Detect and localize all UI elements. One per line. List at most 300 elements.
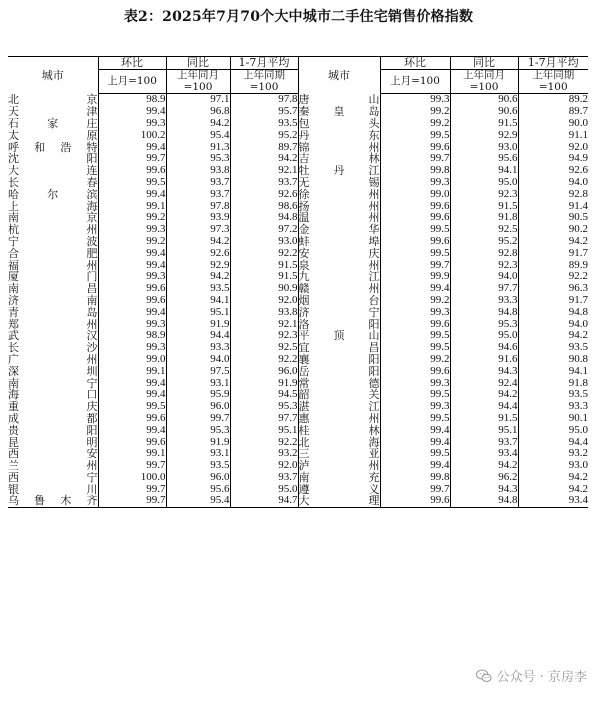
left-yoy-value: 97.5 — [166, 366, 230, 378]
table-row — [8, 248, 588, 260]
mom-subheader-right: 上月=100 — [380, 69, 450, 94]
right-avg-value: 91.7 — [518, 295, 588, 307]
right-city-name: 大 理 — [298, 494, 380, 508]
right-avg-value: 94.2 — [518, 484, 588, 496]
right-avg-value: 90.0 — [518, 118, 588, 130]
left-yoy-value: 96.8 — [166, 106, 230, 118]
right-city-name: 丹 东 — [298, 128, 380, 142]
right-city-name: 襄 阳 — [298, 352, 380, 366]
left-mom-value: 99.6 — [98, 413, 166, 425]
right-avg-value: 89.2 — [518, 94, 588, 106]
right-mom-value: 99.5 — [380, 130, 450, 142]
left-city-name: 成 都 — [8, 411, 98, 425]
left-yoy-value: 91.9 — [166, 319, 230, 331]
left-yoy-value: 93.3 — [166, 342, 230, 354]
right-city-name: 北 海 — [298, 435, 380, 449]
right-city-name: 泸 州 — [298, 459, 380, 473]
left-mom-value: 99.4 — [98, 378, 166, 390]
left-city-name: 杭 州 — [8, 223, 98, 237]
right-avg-value: 90.5 — [518, 212, 588, 224]
left-avg-value: 91.9 — [230, 378, 298, 390]
left-mom-value: 99.4 — [98, 106, 166, 118]
left-yoy-value: 94.0 — [166, 354, 230, 366]
left-mom-value: 98.9 — [98, 94, 166, 106]
right-avg-value: 94.0 — [518, 319, 588, 331]
left-yoy-value: 95.1 — [166, 307, 230, 319]
right-mom-value: 99.6 — [380, 495, 450, 507]
right-yoy-value: 91.5 — [450, 201, 518, 213]
left-yoy-value: 95.6 — [166, 484, 230, 496]
right-mom-value: 99.9 — [380, 271, 450, 283]
right-mom-value: 99.6 — [380, 319, 450, 331]
table-row — [8, 425, 588, 437]
left-mom-value: 99.3 — [98, 271, 166, 283]
table-row — [8, 307, 588, 319]
right-mom-value: 99.6 — [380, 236, 450, 248]
right-yoy-value: 95.2 — [450, 236, 518, 248]
right-avg-value: 90.2 — [518, 224, 588, 236]
table-row — [8, 236, 588, 248]
city-header-right: 城市 — [298, 57, 380, 94]
left-avg-value: 94.7 — [230, 495, 298, 507]
right-avg-value: 95.0 — [518, 425, 588, 437]
left-avg-value: 92.1 — [230, 165, 298, 177]
right-city-name: 湛 江 — [298, 400, 380, 414]
right-mom-value: 99.0 — [380, 189, 450, 201]
right-city-name: 秦皇岛 — [298, 105, 380, 119]
right-yoy-value: 92.8 — [450, 248, 518, 260]
right-city-name: 韶 关 — [298, 388, 380, 402]
city-header-left: 城市 — [8, 57, 98, 94]
right-city-name: 九 江 — [298, 270, 380, 284]
table-row — [8, 189, 588, 201]
left-avg-value: 95.3 — [230, 401, 298, 413]
left-city-name: 贵 阳 — [8, 423, 98, 437]
left-avg-value: 94.2 — [230, 153, 298, 165]
right-city-name: 扬 州 — [298, 199, 380, 213]
right-yoy-value: 90.6 — [450, 106, 518, 118]
right-city-name: 南 充 — [298, 470, 380, 484]
left-mom-value: 99.6 — [98, 437, 166, 449]
left-avg-value: 89.7 — [230, 142, 298, 154]
left-mom-value: 99.5 — [98, 177, 166, 189]
left-avg-value: 96.0 — [230, 366, 298, 378]
left-mom-value: 99.4 — [98, 260, 166, 272]
left-city-name: 太 原 — [8, 128, 98, 142]
left-city-name: 宁 波 — [8, 234, 98, 248]
left-mom-value: 99.2 — [98, 236, 166, 248]
left-mom-value: 99.1 — [98, 448, 166, 460]
right-yoy-value: 94.8 — [450, 307, 518, 319]
right-avg-value: 92.0 — [518, 142, 588, 154]
right-yoy-value: 94.0 — [450, 271, 518, 283]
right-city-name: 无 锡 — [298, 175, 380, 189]
left-avg-value: 93.2 — [230, 448, 298, 460]
right-avg-value: 93.0 — [518, 460, 588, 472]
left-avg-value: 92.2 — [230, 248, 298, 260]
left-city-name: 兰 州 — [8, 459, 98, 473]
right-yoy-value: 95.0 — [450, 330, 518, 342]
right-avg-value: 93.3 — [518, 401, 588, 413]
table-row — [8, 366, 588, 378]
left-avg-value: 92.0 — [230, 460, 298, 472]
left-yoy-value: 97.1 — [166, 94, 230, 106]
left-mom-value: 99.7 — [98, 495, 166, 507]
left-city-name: 重 庆 — [8, 400, 98, 414]
right-mom-value: 99.4 — [380, 460, 450, 472]
left-avg-value: 92.6 — [230, 189, 298, 201]
right-yoy-value: 92.9 — [450, 130, 518, 142]
right-yoy-value: 94.3 — [450, 484, 518, 496]
right-yoy-value: 95.6 — [450, 153, 518, 165]
left-avg-value: 90.9 — [230, 283, 298, 295]
avg-header-right: 1-7月平均 — [518, 57, 588, 70]
left-city-name: 青 岛 — [8, 305, 98, 319]
left-yoy-value: 99.7 — [166, 413, 230, 425]
right-mom-value: 99.4 — [380, 425, 450, 437]
left-yoy-value: 95.3 — [166, 153, 230, 165]
right-yoy-value: 96.2 — [450, 472, 518, 484]
right-avg-value: 94.2 — [518, 330, 588, 342]
left-city-name: 昆 明 — [8, 435, 98, 449]
right-city-name: 金 华 — [298, 223, 380, 237]
right-avg-value: 91.4 — [518, 201, 588, 213]
left-city-name: 长 沙 — [8, 341, 98, 355]
left-city-name: 银 川 — [8, 482, 98, 496]
left-yoy-value: 94.2 — [166, 271, 230, 283]
left-city-name: 济 南 — [8, 293, 98, 307]
right-city-name: 宜 昌 — [298, 341, 380, 355]
left-mom-value: 99.7 — [98, 460, 166, 472]
right-avg-value: 93.4 — [518, 495, 588, 507]
table-row — [8, 118, 588, 130]
left-mom-value: 99.3 — [98, 342, 166, 354]
left-mom-value: 100.0 — [98, 472, 166, 484]
left-city-name: 西 宁 — [8, 470, 98, 484]
right-mom-value: 99.4 — [380, 437, 450, 449]
left-mom-value: 99.1 — [98, 201, 166, 213]
table-body — [8, 94, 588, 508]
left-mom-value: 99.7 — [98, 153, 166, 165]
left-city-name: 大 连 — [8, 164, 98, 178]
left-mom-value: 99.3 — [98, 224, 166, 236]
left-avg-value: 95.0 — [230, 484, 298, 496]
right-city-name: 遵 义 — [298, 482, 380, 496]
left-city-name: 呼和浩特 — [8, 140, 98, 154]
right-avg-value: 92.6 — [518, 165, 588, 177]
right-mom-value: 99.8 — [380, 165, 450, 177]
right-city-name: 惠 州 — [298, 411, 380, 425]
price-index-table — [8, 56, 588, 508]
table-row — [8, 177, 588, 189]
right-yoy-value: 91.8 — [450, 212, 518, 224]
right-mom-value: 99.5 — [380, 224, 450, 236]
left-yoy-value: 92.6 — [166, 248, 230, 260]
left-mom-value: 99.4 — [98, 389, 166, 401]
left-avg-value: 92.1 — [230, 319, 298, 331]
left-city-name: 广 州 — [8, 352, 98, 366]
right-city-name: 温 州 — [298, 211, 380, 225]
left-yoy-value: 91.9 — [166, 437, 230, 449]
left-avg-value: 94.5 — [230, 389, 298, 401]
left-avg-value: 91.5 — [230, 260, 298, 272]
right-avg-value: 92.8 — [518, 189, 588, 201]
right-city-name: 济 宁 — [298, 305, 380, 319]
right-yoy-value: 94.4 — [450, 401, 518, 413]
left-mom-value: 99.3 — [98, 319, 166, 331]
right-city-name: 包 头 — [298, 116, 380, 130]
left-avg-value: 95.7 — [230, 106, 298, 118]
right-yoy-value: 94.8 — [450, 495, 518, 507]
left-yoy-value: 93.1 — [166, 448, 230, 460]
left-yoy-value: 95.4 — [166, 130, 230, 142]
right-avg-value: 94.2 — [518, 236, 588, 248]
yoy-header-right: 同比 — [450, 57, 518, 70]
right-avg-value: 89.7 — [518, 106, 588, 118]
left-city-name: 沈 阳 — [8, 152, 98, 166]
right-mom-value: 99.6 — [380, 366, 450, 378]
right-yoy-value: 92.3 — [450, 189, 518, 201]
left-yoy-value: 96.0 — [166, 472, 230, 484]
table-row — [8, 130, 588, 142]
left-avg-value: 92.3 — [230, 330, 298, 342]
left-city-name: 福 州 — [8, 258, 98, 272]
right-yoy-value: 93.0 — [450, 142, 518, 154]
left-yoy-value: 95.4 — [166, 495, 230, 507]
left-mom-value: 99.4 — [98, 142, 166, 154]
right-city-name: 常 德 — [298, 376, 380, 390]
right-yoy-value: 94.3 — [450, 366, 518, 378]
left-mom-value: 99.2 — [98, 212, 166, 224]
table-row — [8, 472, 588, 484]
right-city-name: 吉 林 — [298, 152, 380, 166]
right-avg-value: 93.5 — [518, 389, 588, 401]
left-city-name: 哈尔滨 — [8, 187, 98, 201]
left-avg-value: 97.7 — [230, 413, 298, 425]
left-city-name: 长 春 — [8, 175, 98, 189]
left-mom-value: 99.6 — [98, 295, 166, 307]
left-avg-value: 92.2 — [230, 437, 298, 449]
right-yoy-value: 93.7 — [450, 437, 518, 449]
right-mom-value: 99.5 — [380, 330, 450, 342]
left-avg-value: 92.5 — [230, 342, 298, 354]
right-mom-value: 99.7 — [380, 153, 450, 165]
right-city-name: 唐 山 — [298, 93, 380, 107]
right-mom-value: 99.5 — [380, 413, 450, 425]
left-mom-value: 99.4 — [98, 248, 166, 260]
table-row — [8, 413, 588, 425]
left-city-name: 南 宁 — [8, 376, 98, 390]
right-mom-value: 99.2 — [380, 118, 450, 130]
left-city-name: 深 圳 — [8, 364, 98, 378]
left-avg-value: 93.5 — [230, 118, 298, 130]
left-avg-value: 93.8 — [230, 307, 298, 319]
right-yoy-value: 90.6 — [450, 94, 518, 106]
left-city-name: 北 京 — [8, 93, 98, 107]
left-mom-value: 99.6 — [98, 283, 166, 295]
left-avg-value: 95.1 — [230, 425, 298, 437]
right-avg-value: 91.7 — [518, 248, 588, 260]
right-avg-value: 92.2 — [518, 271, 588, 283]
right-avg-value: 94.4 — [518, 437, 588, 449]
right-mom-value: 99.3 — [380, 401, 450, 413]
right-mom-value: 99.6 — [380, 142, 450, 154]
right-mom-value: 99.5 — [380, 448, 450, 460]
left-avg-value: 92.0 — [230, 295, 298, 307]
left-avg-value: 95.2 — [230, 130, 298, 142]
right-city-name: 三 亚 — [298, 447, 380, 461]
left-mom-value: 99.6 — [98, 165, 166, 177]
left-yoy-value: 96.0 — [166, 401, 230, 413]
right-yoy-value: 97.7 — [450, 283, 518, 295]
right-city-name: 洛 阳 — [298, 317, 380, 331]
left-yoy-value: 93.8 — [166, 165, 230, 177]
right-mom-value: 99.6 — [380, 201, 450, 213]
table-title: 表2：2025年7月70个大中城市二手住宅销售价格指数 — [123, 9, 474, 25]
right-yoy-value: 91.6 — [450, 354, 518, 366]
left-mom-value: 99.4 — [98, 307, 166, 319]
right-mom-value: 99.8 — [380, 472, 450, 484]
right-mom-value: 99.5 — [380, 389, 450, 401]
avg-header-left: 1-7月平均 — [230, 57, 298, 70]
left-avg-value: 97.8 — [230, 94, 298, 106]
right-yoy-value: 95.0 — [450, 177, 518, 189]
left-yoy-value: 91.3 — [166, 142, 230, 154]
left-yoy-value: 95.9 — [166, 389, 230, 401]
right-mom-value: 99.6 — [380, 212, 450, 224]
left-city-name: 厦 门 — [8, 270, 98, 284]
right-mom-value: 99.5 — [380, 248, 450, 260]
left-yoy-value: 94.2 — [166, 118, 230, 130]
left-yoy-value: 93.7 — [166, 177, 230, 189]
right-city-name: 岳 阳 — [298, 364, 380, 378]
avg-subheader-right: 上年同期=100 — [518, 69, 588, 94]
left-yoy-value: 94.4 — [166, 330, 230, 342]
left-avg-value: 93.7 — [230, 177, 298, 189]
right-yoy-value: 91.5 — [450, 118, 518, 130]
yoy-subheader-left: 上年同月=100 — [166, 69, 230, 94]
left-yoy-value: 93.1 — [166, 378, 230, 390]
left-city-name: 海 口 — [8, 388, 98, 402]
right-avg-value: 90.8 — [518, 354, 588, 366]
left-yoy-value: 95.3 — [166, 425, 230, 437]
left-city-name: 上 海 — [8, 199, 98, 213]
watermark-text: 公众号 · 京房李 — [496, 670, 587, 685]
left-mom-value: 99.5 — [98, 401, 166, 413]
right-city-name: 赣 州 — [298, 282, 380, 296]
right-city-name: 泉 州 — [298, 258, 380, 272]
left-city-name: 天 津 — [8, 105, 98, 119]
right-yoy-value: 92.5 — [450, 224, 518, 236]
left-mom-value: 99.4 — [98, 425, 166, 437]
right-city-name: 安 庆 — [298, 246, 380, 260]
wechat-icon — [475, 667, 493, 685]
left-mom-value: 100.2 — [98, 130, 166, 142]
right-yoy-value: 93.3 — [450, 295, 518, 307]
right-avg-value: 94.2 — [518, 472, 588, 484]
right-city-name: 桂 林 — [298, 423, 380, 437]
right-city-name: 烟 台 — [298, 293, 380, 307]
right-city-name: 平顶山 — [298, 329, 380, 343]
right-city-name: 牡丹江 — [298, 164, 380, 178]
right-city-name: 蚌 埠 — [298, 234, 380, 248]
right-yoy-value: 93.4 — [450, 448, 518, 460]
watermark — [475, 666, 587, 685]
left-city-name: 石家庄 — [8, 116, 98, 130]
right-avg-value: 94.0 — [518, 177, 588, 189]
left-yoy-value: 93.5 — [166, 283, 230, 295]
left-yoy-value: 97.8 — [166, 201, 230, 213]
right-avg-value: 94.1 — [518, 366, 588, 378]
right-avg-value: 93.5 — [518, 342, 588, 354]
right-mom-value: 99.2 — [380, 354, 450, 366]
right-avg-value: 94.8 — [518, 307, 588, 319]
right-mom-value: 99.2 — [380, 295, 450, 307]
right-avg-value: 89.9 — [518, 260, 588, 272]
left-avg-value: 93.0 — [230, 236, 298, 248]
yoy-subheader-right: 上年同月=100 — [450, 69, 518, 94]
left-city-name: 乌鲁木齐 — [8, 494, 98, 508]
right-mom-value: 99.3 — [380, 177, 450, 189]
left-city-name: 南 昌 — [8, 282, 98, 296]
left-avg-value: 98.6 — [230, 201, 298, 213]
right-mom-value: 99.7 — [380, 260, 450, 272]
left-yoy-value: 92.9 — [166, 260, 230, 272]
right-mom-value: 99.7 — [380, 484, 450, 496]
right-avg-value: 91.1 — [518, 130, 588, 142]
left-mom-value: 99.0 — [98, 354, 166, 366]
left-mom-value: 99.3 — [98, 118, 166, 130]
left-yoy-value: 93.7 — [166, 189, 230, 201]
left-city-name: 合 肥 — [8, 246, 98, 260]
left-yoy-value: 94.2 — [166, 236, 230, 248]
left-city-name: 西 安 — [8, 447, 98, 461]
left-avg-value: 97.2 — [230, 224, 298, 236]
left-mom-value: 99.1 — [98, 366, 166, 378]
right-mom-value: 99.2 — [380, 106, 450, 118]
left-mom-value: 99.7 — [98, 484, 166, 496]
right-mom-value: 99.5 — [380, 342, 450, 354]
avg-subheader-left: 上年同期=100 — [230, 69, 298, 94]
right-avg-value: 91.8 — [518, 378, 588, 390]
right-avg-value: 90.1 — [518, 413, 588, 425]
right-avg-value: 94.9 — [518, 153, 588, 165]
right-yoy-value: 92.4 — [450, 378, 518, 390]
table-row — [8, 295, 588, 307]
right-city-name: 锦 州 — [298, 140, 380, 154]
left-yoy-value: 93.9 — [166, 212, 230, 224]
left-yoy-value: 94.1 — [166, 295, 230, 307]
right-mom-value: 99.3 — [380, 307, 450, 319]
right-yoy-value: 95.3 — [450, 319, 518, 331]
right-yoy-value: 94.2 — [450, 460, 518, 472]
right-avg-value: 93.2 — [518, 448, 588, 460]
mom-subheader-left: 上月=100 — [98, 69, 166, 94]
right-city-name: 徐 州 — [298, 187, 380, 201]
left-city-name: 武 汉 — [8, 329, 98, 343]
right-yoy-value: 91.5 — [450, 413, 518, 425]
yoy-header-left: 同比 — [166, 57, 230, 70]
mom-header-right: 环比 — [380, 57, 450, 70]
left-yoy-value: 93.5 — [166, 460, 230, 472]
right-yoy-value: 95.1 — [450, 425, 518, 437]
left-avg-value: 92.2 — [230, 354, 298, 366]
right-mom-value: 99.3 — [380, 378, 450, 390]
right-avg-value: 96.3 — [518, 283, 588, 295]
left-avg-value: 91.5 — [230, 271, 298, 283]
right-yoy-value: 92.3 — [450, 260, 518, 272]
left-avg-value: 94.8 — [230, 212, 298, 224]
